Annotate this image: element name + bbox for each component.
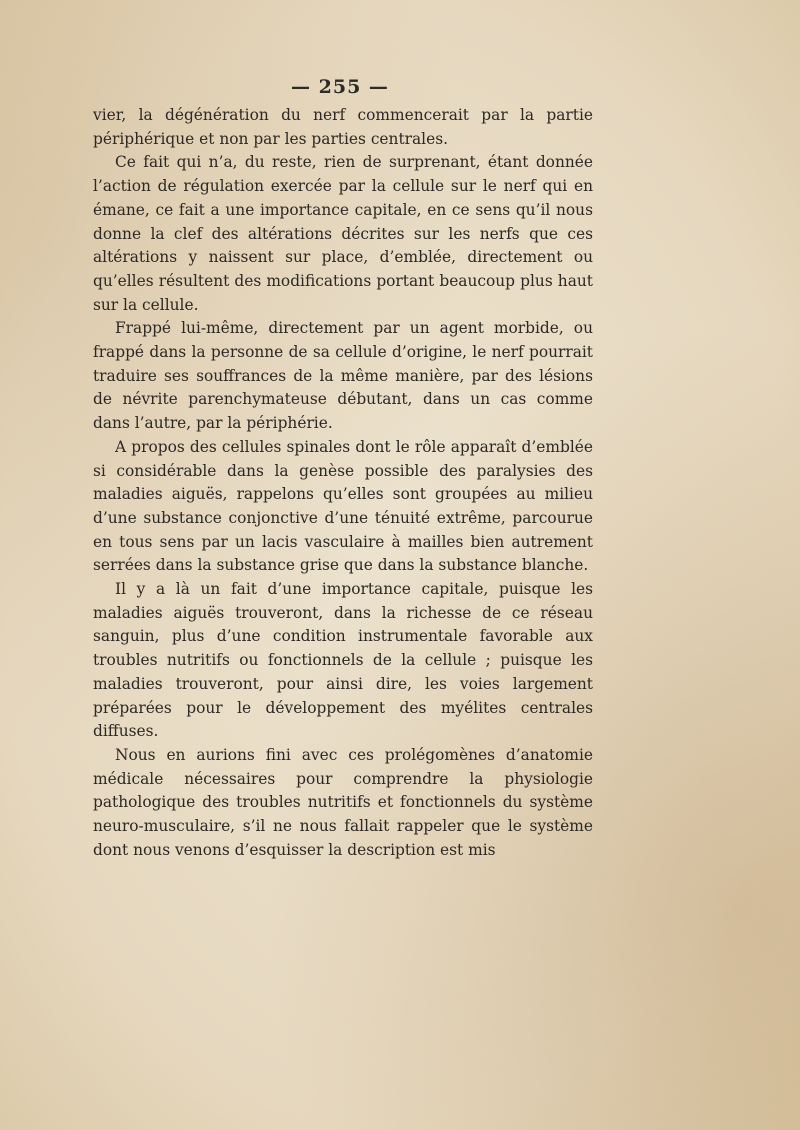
- paragraph-2: Ce fait qui n’a, du reste, rien de surprenant, étant donnée l’action de régulation exercée par la cellule sur le nerf qui en émane, ce fait a une importance capitale, en ce sens qu’il nous donne la clef des altérations décrites sur les nerfs que ces altérations y naissent sur place, d’emblée, directement ou qu’elles résultent des modifications portant beaucoup plus haut sur la cellule.: [93, 153, 593, 314]
- paragraph-3: Frappé lui-même, directement par un agent morbide, ou frappé dans la personne de sa cellule d’origine, le nerf pourrait traduire ses souffrances de la même manière, par des lésions de névrite parenchymateuse débutant, dans un cas comme dans l’autre, par la périphérie.: [93, 319, 593, 433]
- paragraph-1: vier, la dégénération du nerf commencerait par la partie périphérique et non par les parties centrales.: [93, 106, 593, 148]
- page-number: — 255 —: [291, 76, 389, 98]
- paragraph-5: Il y a là un fait d’une importance capitale, puisque les maladies aiguës trouveront, dans la richesse de ce réseau sanguin, plus d’une condition instrumentale favorable aux troubles nutritifs ou fonctionnels de la cellule ; puisque les maladies trouveront, pour ainsi dire, les voies largement préparées pour le développement des myélites centrales diffuses.: [93, 580, 593, 741]
- paragraph-4: A propos des cellules spinales dont le rôle apparaît d’emblée si considérable dans la genèse possible des paralysies des maladies aiguës, rappelons qu’elles sont groupées au milieu d’une substance conjonctive d’une ténuité extrême, parcourue en tous sens par un lacis vasculaire à mailles bien autrement serrées dans la substance grise que dans la substance blanche.: [93, 437, 593, 575]
- body-text: [93, 104, 593, 863]
- paragraph-6: Nous en aurions fini avec ces prolégomènes d’anatomie médicale nécessaires pour comprendre la physiologie pathologique des troubles nutritifs et fonctionnels du système neuro-musculaire, s’il ne nous fallait rappeler que le système dont nous venons d’esquisser la description est mis: [93, 745, 593, 859]
